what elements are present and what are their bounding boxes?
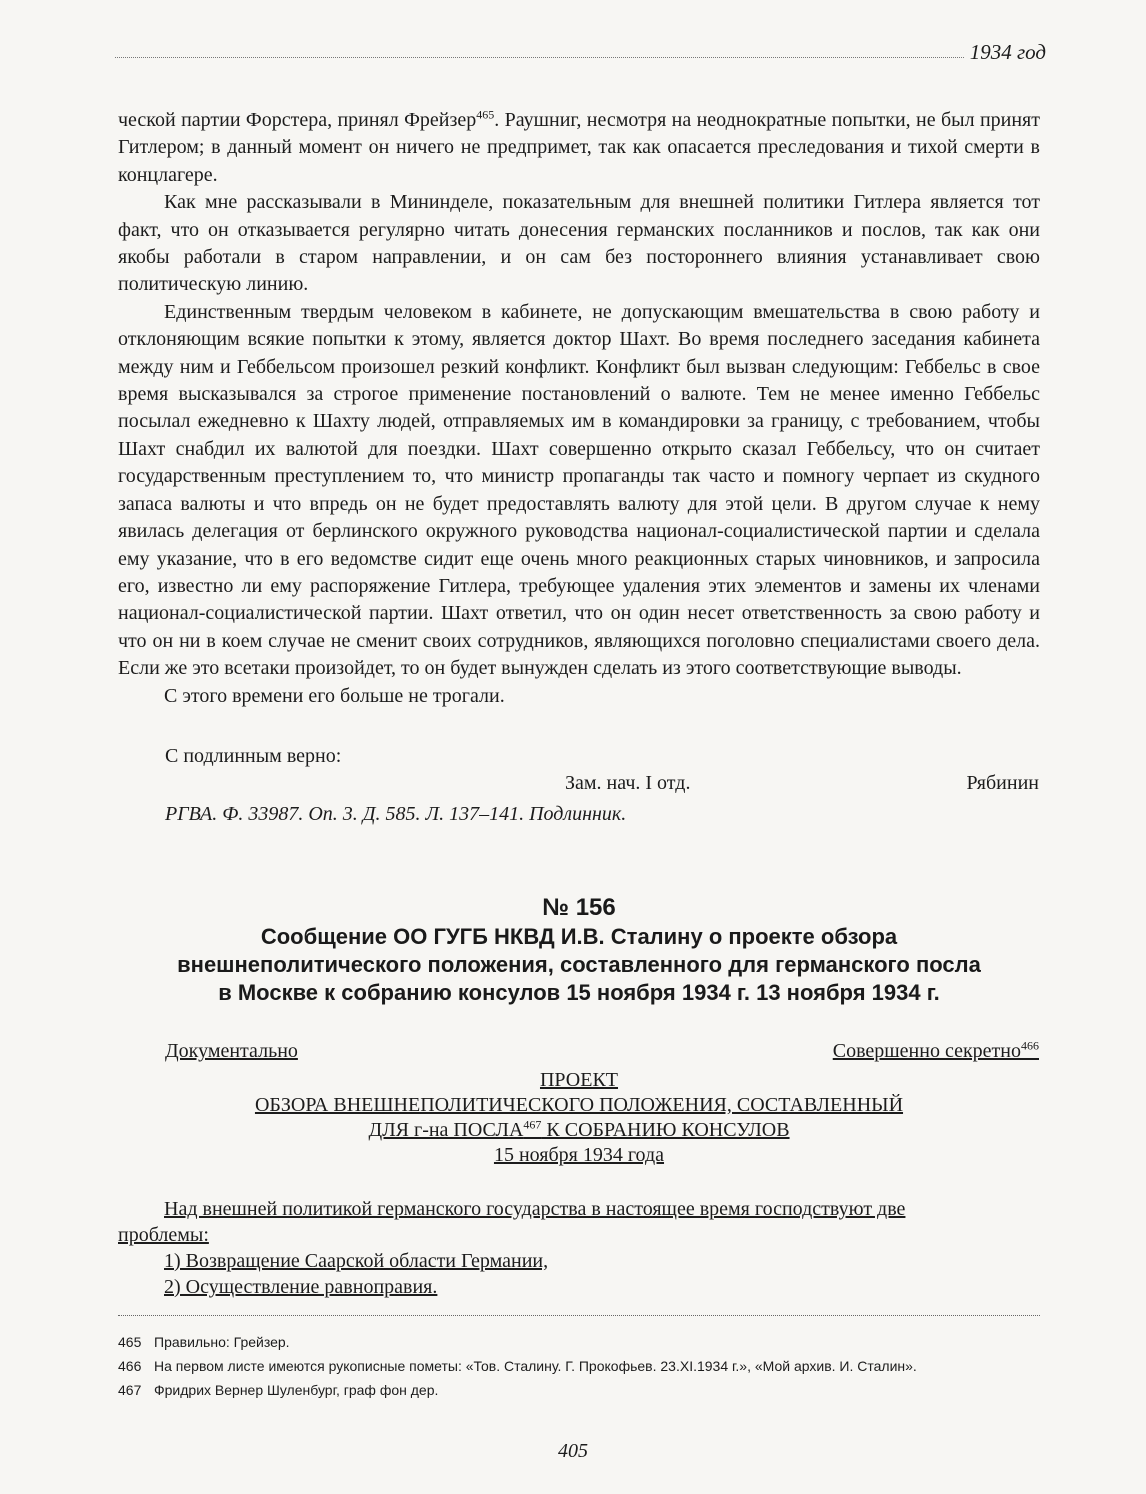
problems-intro-end: проблемы: bbox=[118, 1224, 209, 1246]
footnote-rule bbox=[118, 1315, 1040, 1316]
project-line-3: ДЛЯ г-на ПОСЛА$^{467}$ К СОБРАНИЮ КОНСУЛОВ bbox=[368, 1117, 790, 1141]
document-number: № 156 bbox=[542, 894, 616, 921]
running-title: 1934 год bbox=[969, 40, 1046, 64]
footnote-466: 466 На первом листе имеются рукописные пометы: «Тов. Сталину. Г. Прокофьев. 23.XI.1934 г.», «Мой архив. И. Сталин». bbox=[118, 1358, 917, 1374]
footnotes bbox=[118, 1330, 917, 1402]
mark-secret: Совершенно секретно$^{466}$ bbox=[832, 1038, 1039, 1062]
archive-source: РГВА. Ф. 33987. Оп. 3. Д. 585. Л. 137–141. Подлинник. bbox=[165, 803, 627, 825]
project-line-1: ПРОЕКТ bbox=[539, 1069, 619, 1091]
project-heading bbox=[118, 1068, 1040, 1168]
mark-documentary: Документально bbox=[165, 1040, 298, 1062]
paragraph-2: Как мне рассказывали в Мининделе, показательным для внешней политики Гитлера является тот факт, что он отказывается регулярно читать донесения германских посланников и послов, так как они якобы работали в старом направлении, и он сам без постороннего влияния устанавливает свою политическую линию. bbox=[118, 191, 1040, 296]
problems-section bbox=[118, 1196, 1040, 1300]
body-text bbox=[118, 107, 1040, 710]
signer-position: Зам. нач. I отд. bbox=[565, 772, 691, 794]
footnote-ref-466[interactable]: 466 bbox=[1021, 1038, 1039, 1053]
problem-item-1: 1) Возвращение Саарской области Германии, bbox=[164, 1250, 549, 1272]
problem-item-2: 2) Осуществление равноправия. bbox=[164, 1276, 438, 1298]
footnote-465: 465 Правильно: Грейзер. bbox=[118, 1334, 290, 1350]
footnote-ref-465[interactable]: 465 bbox=[476, 107, 495, 122]
project-line-2: ОБЗОРА ВНЕШНЕПОЛИТИЧЕСКОГО ПОЛОЖЕНИЯ, СОСТАВЛЕННЫЙ bbox=[254, 1094, 904, 1116]
page-number: 405 bbox=[558, 1440, 588, 1462]
paragraph-1: ческой партии Форстера, принял Фрейзер$^{465}$. Раушниг, несмотря на неоднократные попытки, не был принят Гитлером; в данный момент он ничего не предпримет, так как опасается преследования и тихой смерти в концлагере. bbox=[118, 107, 1040, 186]
document-heading bbox=[118, 893, 1040, 1007]
document-title-line-3: в Москве к собранию консулов 15 ноября 1934 г. 13 ноября 1934 г. bbox=[218, 980, 940, 1005]
footnote-ref-467[interactable]: 467 bbox=[523, 1117, 542, 1132]
document-title-line-1: Сообщение ОО ГУГБ НКВД И.В. Сталину о проекте обзора bbox=[260, 924, 898, 949]
document-title-line-2: внешнеполитического положения, составленного для германского посла bbox=[177, 952, 981, 977]
running-header bbox=[115, 40, 1046, 65]
signer-name: Рябинин bbox=[966, 772, 1039, 794]
footnote-467: 467 Фридрих Вернер Шуленбург, граф фон дер. bbox=[118, 1382, 439, 1398]
paragraph-3: Единственным твердым человеком в кабинете, не допускающим вмешательства в свою работу и отклоняющим всякие попытки к этому, является доктор Шахт. Во время последнего заседания кабинета между ним и Геббельсом произошел резкий конфликт. Конфликт был вызван следующим: Геббельс в свое время высказывался за строгое применение постановлений о валюте. Тем не менее именно Геббельс посылал ежедневно к Шахту людей, отправляемых им в командировки за границу, с требованием, чтобы Шахт снабдил их валютой для поездки. Шахт совершенно открыто сказал Геббельсу, что он считает государственным преступлением то, что министр пропаганды так часто и помногу черпает из скудного запаса валюты и что впредь он не будет предоставлять валюту для этой цели. В другом случае к нему явилась делегация от берлинского окружного руководства национал-социалистической партии и сделала ему указание, что в его ведомстве сидит еще очень много реакционных старых чиновников, и запросила его, известно ли ему распоряжение Гитлера, требующее удаления этих элементов и замены их членами национал-социалистической партии. Шахт ответил, что он один несет ответственность за свою работу и что он ни в коем случае не сменит своих сотрудников, являющихся поголовно специалистами своего дела. Если же это всетаки произойдет, то он будет вынужден сделать из этого соответствующие выводы. bbox=[118, 300, 1040, 680]
project-date: 15 ноября 1934 года bbox=[493, 1144, 665, 1166]
problems-intro: Над внешней политикой германского государства в настоящее время господствуют две bbox=[164, 1198, 906, 1220]
paragraph-4: С этого времени его больше не трогали. bbox=[164, 684, 505, 707]
header-dotted-rule bbox=[115, 57, 964, 58]
certified-copy: С подлинным верно: bbox=[165, 745, 342, 767]
